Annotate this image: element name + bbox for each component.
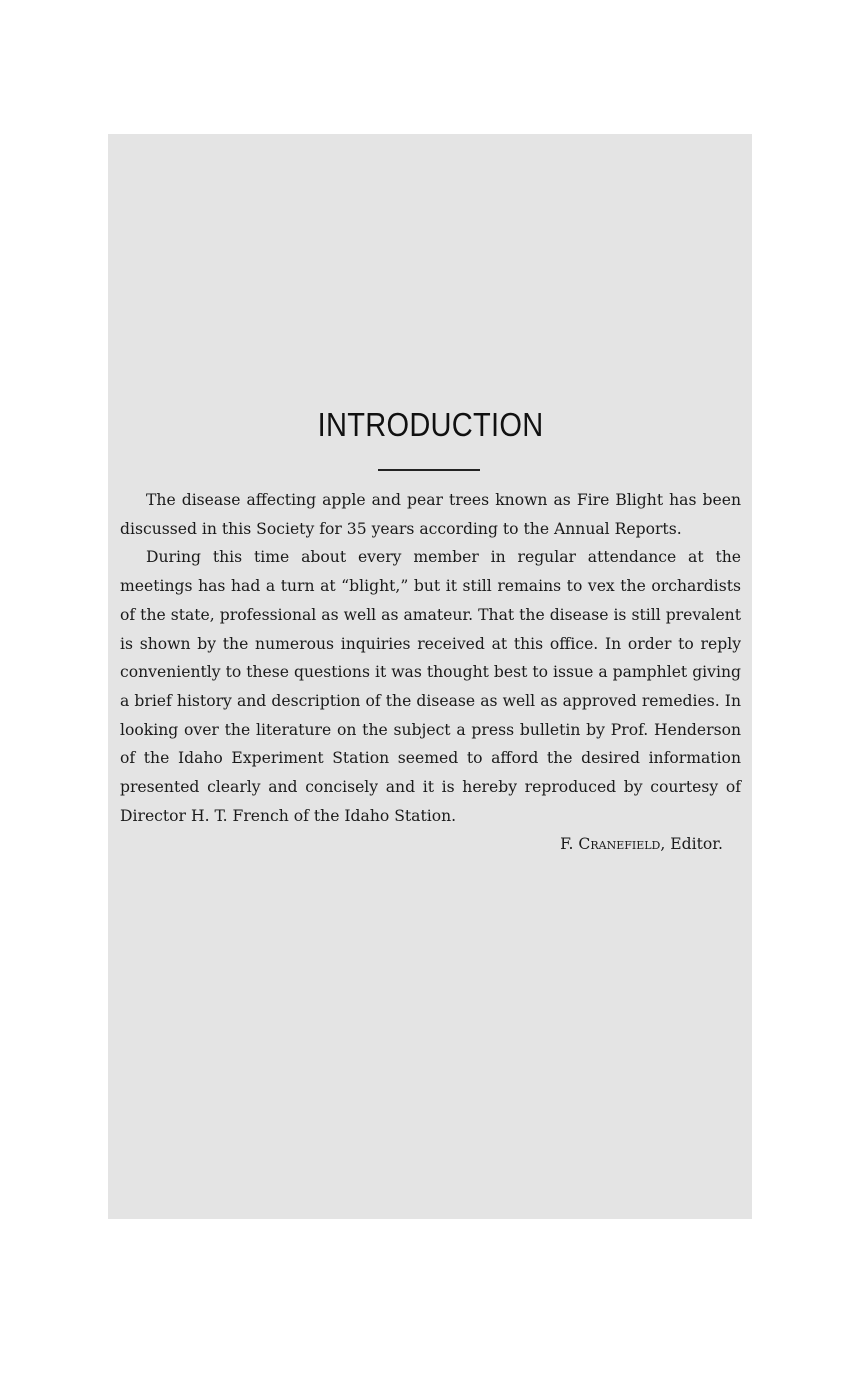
introduction-body (120, 486, 741, 859)
editor-signature (120, 830, 741, 859)
paragraph-2: During this time about every member in regular attendance at the meetings has had a turn at “blight,” but it still remains to vex the orchardists of the state, professional as well as amateur. That the disease is still prevalent is shown by the numerous inquiries received at this office. In order to reply conveniently to these questions it was thought best to issue a pamphlet giving a brief history and description of the disease as well as approved remedies. In looking over the literature on the subject a press bulletin by Prof. Henderson of the Idaho Experiment Station seemed to afford the desired information presented clearly and concisely and it is hereby reproduced by courtesy of Director H. T. French of the Idaho Station. (120, 548, 741, 825)
page-title: INTRODUCTION (317, 406, 544, 443)
paragraph-1: The disease affecting apple and pear trees known as Fire Blight has been discussed in this Society for 35 years according to the Annual Reports. (120, 491, 741, 538)
signature-role: Editor. (670, 835, 723, 854)
signature-initial: F. (560, 835, 574, 854)
signature-name: Cranefield, (578, 835, 666, 854)
title-rule-divider (378, 469, 480, 471)
